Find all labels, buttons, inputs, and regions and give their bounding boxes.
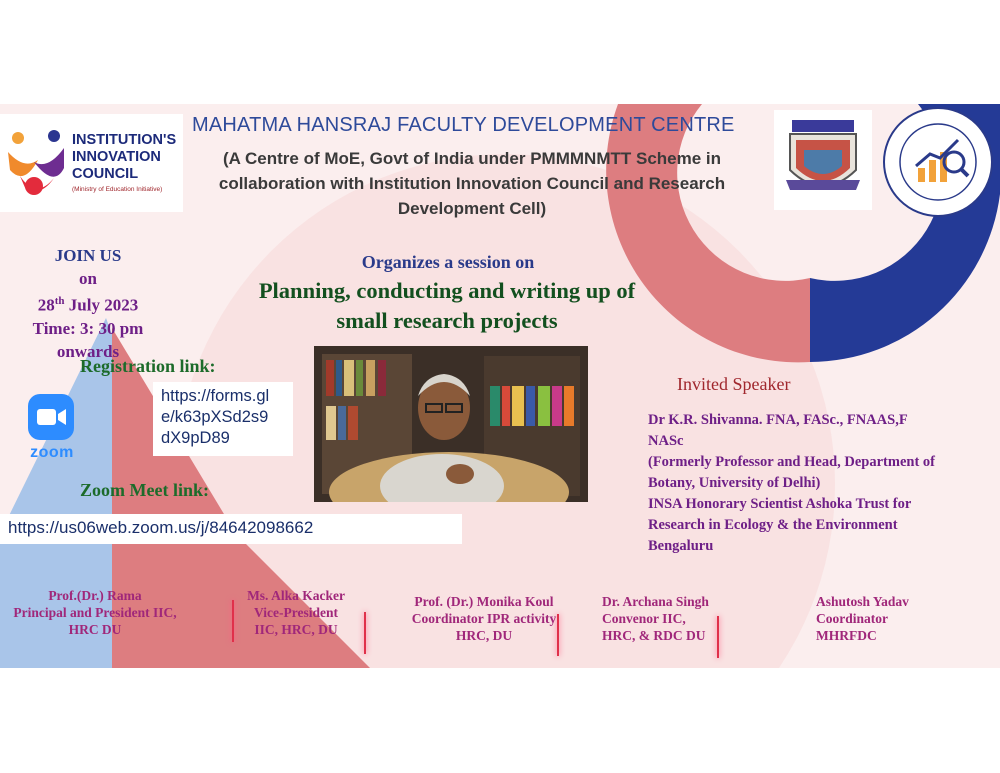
zoom-meet-link[interactable]: https://us06web.zoom.us/j/84642098662 <box>0 514 462 544</box>
organizer-name: Prof.(Dr.) Rama <box>48 588 142 603</box>
organizer-affiliation: IIC, HRC, DU <box>254 622 338 637</box>
organizer-role: Vice-President <box>254 605 338 620</box>
speaker-line4: Research in Ecology & the Environment <box>648 517 898 533</box>
registration-label: Registration link: <box>80 356 216 376</box>
invited-speaker-heading: Invited Speaker <box>677 374 791 394</box>
organizer-role: Convenor IIC, <box>602 611 686 626</box>
iic-line3: COUNCIL <box>72 166 139 182</box>
divider-3 <box>557 614 559 656</box>
speaker-line3: INSA Honorary Scientist Ashoka Trust for <box>648 496 912 512</box>
organizer-2 <box>226 587 366 638</box>
zoom-brand: zoom <box>30 444 74 461</box>
divider-4 <box>717 616 719 658</box>
rdc-emblem-icon <box>882 106 994 218</box>
organizer-4 <box>602 593 732 644</box>
organizer-role: Coordinator <box>816 611 888 626</box>
join-on: on <box>79 269 97 288</box>
organizer-1 <box>0 587 190 638</box>
event-day: 28 <box>37 295 55 315</box>
speaker-name-cont: NASc <box>648 433 684 449</box>
registration-link-line1[interactable]: https://forms.gl <box>161 387 270 405</box>
rdc-logo <box>882 106 994 218</box>
iic-logo <box>0 114 183 212</box>
page-title: MAHATMA HANSRAJ FACULTY DEVELOPMENT CENTRE <box>192 114 735 136</box>
crest-icon <box>774 110 872 210</box>
zoom-meet-label: Zoom Meet link: <box>80 480 209 500</box>
iic-text <box>72 132 176 183</box>
organizer-affiliation: MHRFDC <box>816 628 877 643</box>
event-date <box>18 290 158 317</box>
session-title-line2: small research projects <box>336 308 558 333</box>
speaker-photo-image <box>314 346 588 502</box>
speaker-line2: Botany, University of Delhi) <box>648 475 821 491</box>
speaker-photo <box>314 346 588 502</box>
iic-tagline: (Ministry of Education Initiative) <box>72 186 163 193</box>
college-crest-logo <box>774 110 872 210</box>
event-day-suffix: th <box>54 295 65 307</box>
organizer-role: Principal and President IIC, <box>13 605 177 620</box>
registration-link-line3[interactable]: dX9pD89 <box>161 429 230 447</box>
iic-line2: INNOVATION <box>72 149 161 165</box>
speaker-line5: Bengaluru <box>648 538 714 554</box>
poster <box>0 104 1000 668</box>
event-month-year: July 2023 <box>68 295 139 315</box>
speaker-details <box>648 410 988 557</box>
iic-emblem-icon <box>4 130 70 202</box>
event-onwards: onwards <box>56 341 120 361</box>
registration-link-line2[interactable]: e/k63pXSd2s9 <box>161 408 269 426</box>
zoom-camera-icon <box>28 394 74 440</box>
session-title <box>222 276 672 336</box>
divider-2 <box>364 612 366 654</box>
organizer-affiliation: HRC, DU <box>455 628 513 643</box>
event-time: Time: 3: 30 pm <box>32 318 144 338</box>
organizer-affiliation: HRC, & RDC DU <box>602 628 706 643</box>
event-date-block <box>18 244 158 363</box>
organizer-affiliation: HRC DU <box>68 622 122 637</box>
speaker-line1: (Formerly Professor and Head, Department of <box>648 454 935 470</box>
organizes-heading: Organizes a session on <box>361 252 535 272</box>
session-title-line1: Planning, conducting and writing up of <box>258 278 636 303</box>
organizer-3 <box>394 593 574 644</box>
video-camera-icon <box>28 394 74 440</box>
registration-link[interactable] <box>153 382 293 456</box>
organizer-name: Ms. Alka Kacker <box>247 588 345 603</box>
page-subtitle: (A Centre of MoE, Govt of India under PMMMNMTT Scheme in collaboration with Institution Innovation Council and Research Development Cell) <box>218 149 726 218</box>
iic-line1: INSTITUTION'S <box>72 132 177 148</box>
organizer-5 <box>816 593 956 644</box>
speaker-name: Dr K.R. Shivanna. FNA, FASc., FNAAS,F <box>648 412 908 428</box>
organizer-role: Coordinator IPR activity <box>411 611 557 626</box>
organizer-name: Prof. (Dr.) Monika Koul <box>414 594 554 609</box>
organizer-name: Dr. Archana Singh <box>602 594 709 609</box>
organizer-name: Ashutosh Yadav <box>816 594 909 609</box>
join-title: JOIN US <box>54 246 122 265</box>
